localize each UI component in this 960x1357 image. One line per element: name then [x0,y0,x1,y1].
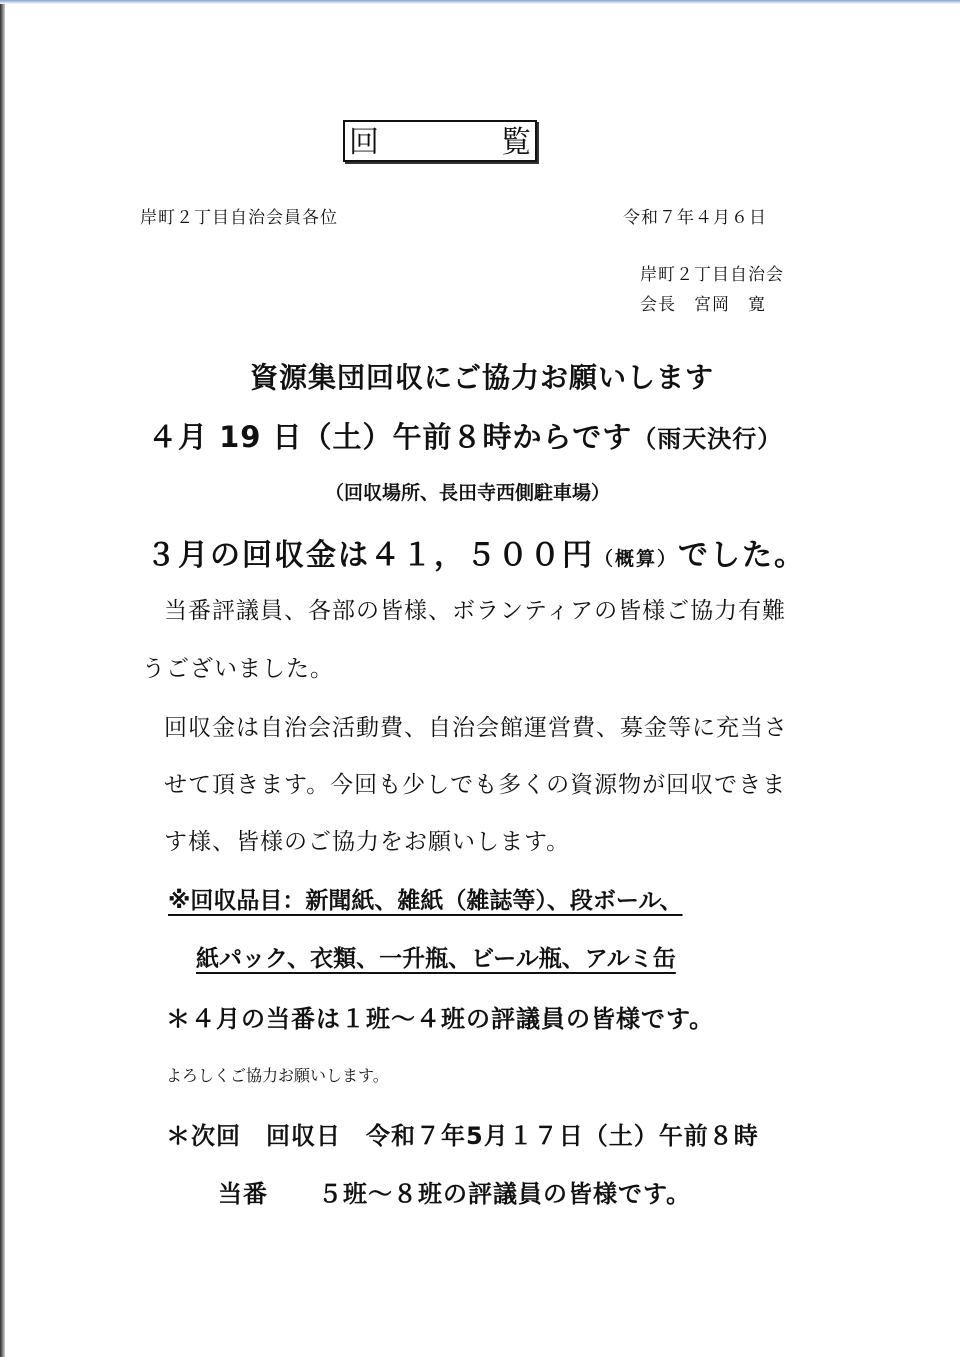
please-cooperate: よろしくご協力お願いします。 [166,1066,389,1085]
chairperson: 会長 宮岡 寛 [640,295,766,315]
amount-note: （概算） [594,548,679,570]
amount-end: でした。 [678,538,807,573]
collection-place: （回収場所、長田寺西側駐車場） [325,482,611,504]
organization: 岸町２丁目自治会 [640,265,784,285]
thanks-line-1: 当番評議員、各部の皆様、ボランティアの皆様ご協力有難 [164,598,787,624]
scan-left-edge [0,0,5,1357]
items-line-1: ※回収品目：新聞紙、雑紙（雑誌等）、段ボール、 [168,888,683,914]
amount-main: ３月の回収金は４１，５００円 [146,538,594,573]
usage-line-1: 回収金は自治会活動費、自治会館運営費、募金等に充当さ [164,715,788,741]
collection-date [148,415,782,456]
next-collection: ＊次回 回収日 令和７年5月１７日（土）午前８時 [166,1122,759,1150]
usage-line-2: せて頂きます。今回も少しでも多くの資源物が回収できま [164,772,787,798]
usage-line-3: す様、皆様のご協力をお願いします。 [164,829,571,855]
next-duty: 当番 ５班～８班の評議員の皆様です。 [218,1180,692,1208]
issue-date: 令和７年４月６日 [623,208,767,228]
notice-title: 資源集団回収にご協力お願いします [250,361,715,394]
kairan-char-2: 覧 [501,125,531,160]
items-line-2: 紙パック、衣類、一升瓶、ビール瓶、アルミ缶 [196,946,676,972]
collection-amount [146,530,806,574]
april-duty: ＊４月の当番は１班～４班の評議員の皆様です。 [166,1005,715,1033]
recipient: 岸町２丁目自治会員各位 [140,208,338,228]
kairan-char-1: 回 [349,125,379,160]
kairan-title-box [343,120,537,162]
rain-note: （雨天決行） [632,425,783,453]
collection-date-main: ４月 19 日（土）午前８時からです [148,420,633,454]
scan-top-edge [0,0,960,4]
thanks-line-2: うございました。 [142,656,334,682]
